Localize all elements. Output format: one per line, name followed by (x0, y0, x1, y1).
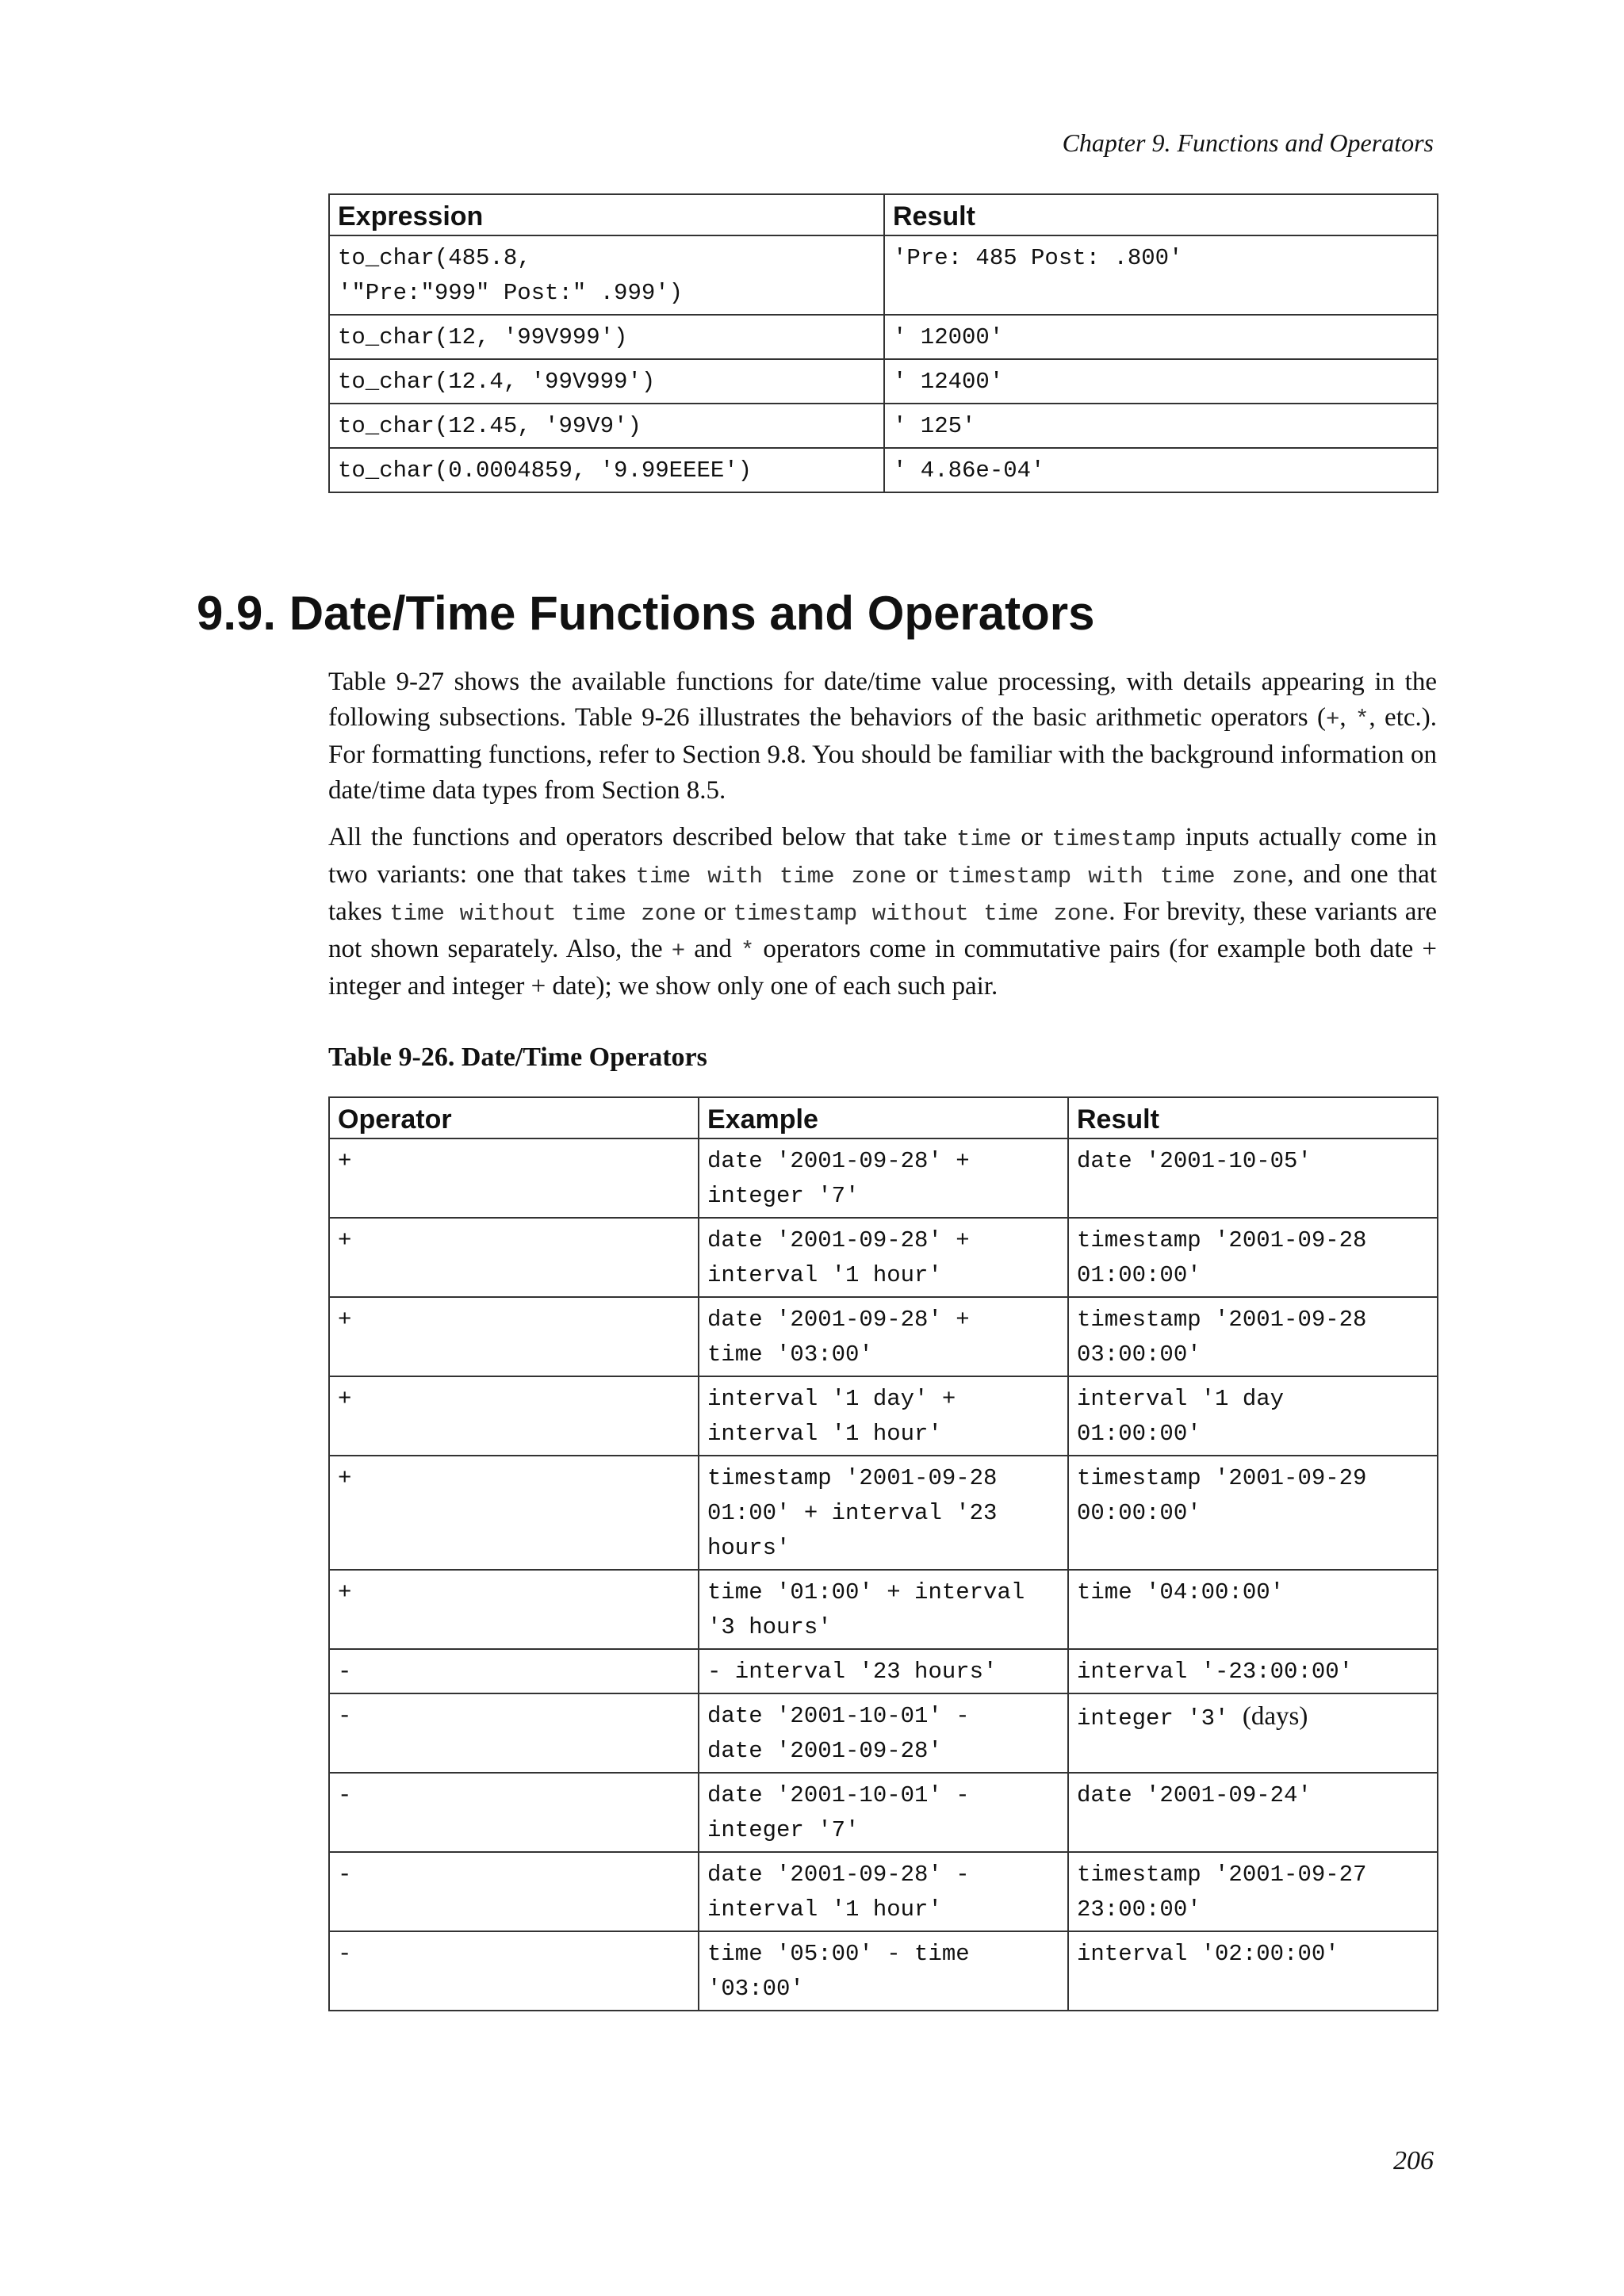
expression-cell: to_char(12.4, '99V999') (329, 359, 884, 404)
table-header-row (329, 1097, 1438, 1138)
example-cell: date '2001-10-01' - date '2001-09-28' (699, 1693, 1068, 1773)
example-cell: date '2001-09-28' + interval '1 hour' (699, 1218, 1068, 1297)
expression-cell: to_char(12.45, '99V9') (329, 404, 884, 448)
example-cell: time '01:00' + interval '3 hours' (699, 1570, 1068, 1649)
code-timestamp-with-tz: timestamp with time zone (947, 863, 1288, 890)
days-note: (days) (1242, 1702, 1308, 1731)
expression-cell: to_char(485.8, '"Pre:"999" Post:" .999') (329, 235, 884, 315)
table-row (329, 1931, 1438, 2011)
result-cell: ' 12400' (884, 359, 1438, 404)
intro-paragraph (328, 664, 1437, 809)
code-star: * (740, 938, 755, 964)
result-cell: ' 125' (884, 404, 1438, 448)
paragraph-text: and (685, 935, 741, 963)
operator-cell: + (329, 1570, 699, 1649)
code-star: * (1355, 706, 1369, 733)
paragraph-text: . For brevity, these variants are not shown separately. Also, the (328, 897, 1437, 963)
table-row (329, 1218, 1438, 1297)
code-plus: + (1325, 706, 1340, 733)
operator-cell: - (329, 1773, 699, 1852)
result-value: integer '3' (1077, 1705, 1229, 1732)
operator-cell: + (329, 1456, 699, 1570)
operator-cell: - (329, 1693, 699, 1773)
result-cell: timestamp '2001-09-29 00:00:00' (1068, 1456, 1438, 1570)
table-row (329, 1570, 1438, 1649)
variants-paragraph (328, 820, 1437, 1004)
operator-cell: + (329, 1218, 699, 1297)
table-caption: Table 9-26. Date/Time Operators (328, 1043, 707, 1072)
operator-cell: - (329, 1852, 699, 1931)
operator-cell: - (329, 1649, 699, 1693)
result-cell: 'Pre: 485 Post: .800' (884, 235, 1438, 315)
table-row (329, 448, 1438, 492)
column-header-result: Result (884, 194, 1438, 235)
example-cell: timestamp '2001-09-28 01:00' + interval '23 hours' (699, 1456, 1068, 1570)
table-row (329, 1376, 1438, 1456)
result-cell: date '2001-09-24' (1068, 1773, 1438, 1852)
example-cell: date '2001-10-01' - integer '7' (699, 1773, 1068, 1852)
paragraph-text: or (695, 897, 733, 926)
result-cell: timestamp '2001-09-28 03:00:00' (1068, 1297, 1438, 1376)
example-cell: date '2001-09-28' + time '03:00' (699, 1297, 1068, 1376)
table-row (329, 1649, 1438, 1693)
result-cell: interval '02:00:00' (1068, 1931, 1438, 2011)
table-row (329, 359, 1438, 404)
paragraph-text: operators come in commutative pairs (for example both date + integer and integer + date); we show only one of each such pair. (328, 935, 1437, 1001)
table-row (329, 1297, 1438, 1376)
column-header-expression: Expression (329, 194, 884, 235)
result-cell: timestamp '2001-09-27 23:00:00' (1068, 1852, 1438, 1931)
paragraph-text: , etc.). For formatting functions, refer to Section 9.8. You should be familiar with the background information on date/time data types from Section 8.5. (328, 703, 1437, 805)
paragraph-text: , (1339, 703, 1356, 732)
paragraph-text: or (906, 860, 948, 889)
column-header-result: Result (1068, 1097, 1438, 1138)
table-header-row (329, 194, 1438, 235)
result-cell: date '2001-10-05' (1068, 1138, 1438, 1218)
table-row (329, 1456, 1438, 1570)
page-number: 206 (1393, 2146, 1434, 2175)
code-time: time (956, 826, 1012, 852)
code-time-without-tz: time without time zone (389, 901, 696, 927)
paragraph-text: , and one that takes (328, 860, 1437, 926)
example-cell: time '05:00' - time '03:00' (699, 1931, 1068, 2011)
paragraph-text: or (1011, 823, 1052, 851)
result-cell (1068, 1693, 1438, 1773)
example-cell: - interval '23 hours' (699, 1649, 1068, 1693)
result-cell: ' 4.86e-04' (884, 448, 1438, 492)
date-time-operators-table (328, 1096, 1438, 2011)
operator-cell: + (329, 1297, 699, 1376)
paragraph-text: Table 9-27 shows the available functions for date/time value processing, with details appearing in the following subsections. Table 9-26 illustrates the behaviors of the basic arithmetic operators ( (328, 668, 1437, 732)
example-cell: date '2001-09-28' + integer '7' (699, 1138, 1068, 1218)
result-cell: time '04:00:00' (1068, 1570, 1438, 1649)
code-plus: + (671, 938, 686, 964)
operator-cell: - (329, 1931, 699, 2011)
example-cell: date '2001-09-28' - interval '1 hour' (699, 1852, 1068, 1931)
code-timestamp: timestamp (1051, 826, 1177, 852)
table-row (329, 1693, 1438, 1773)
operator-cell: + (329, 1376, 699, 1456)
table-row (329, 1852, 1438, 1931)
table-row (329, 1138, 1438, 1218)
section-title: 9.9. Date/Time Functions and Operators (197, 587, 1095, 640)
column-header-example: Example (699, 1097, 1068, 1138)
running-header: Chapter 9. Functions and Operators (1062, 128, 1434, 157)
table-row (329, 235, 1438, 315)
to-char-examples-table (328, 193, 1438, 493)
column-header-operator: Operator (329, 1097, 699, 1138)
result-cell: ' 12000' (884, 315, 1438, 359)
paragraph-text: inputs actually come in two variants: one that takes (328, 823, 1438, 889)
table-row (329, 404, 1438, 448)
operator-cell: + (329, 1138, 699, 1218)
table-row (329, 1773, 1438, 1852)
code-timestamp-without-tz: timestamp without time zone (733, 901, 1109, 927)
result-cell: interval '-23:00:00' (1068, 1649, 1438, 1693)
expression-cell: to_char(12, '99V999') (329, 315, 884, 359)
code-time-with-tz: time with time zone (635, 863, 907, 890)
result-cell: timestamp '2001-09-28 01:00:00' (1068, 1218, 1438, 1297)
example-cell: interval '1 day' + interval '1 hour' (699, 1376, 1068, 1456)
table-row (329, 315, 1438, 359)
result-cell: interval '1 day 01:00:00' (1068, 1376, 1438, 1456)
expression-cell: to_char(0.0004859, '9.99EEEE') (329, 448, 884, 492)
paragraph-text: All the functions and operators described below that take (328, 823, 957, 851)
